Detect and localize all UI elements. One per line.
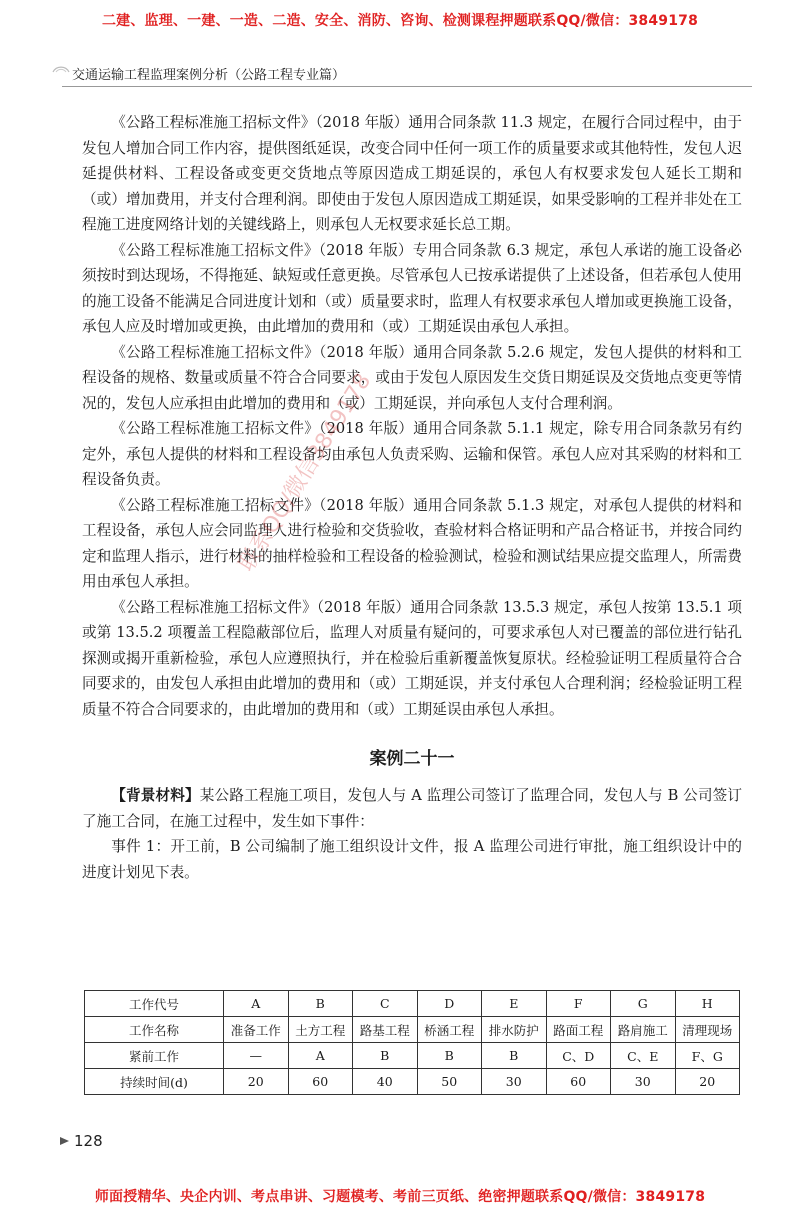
- background-paragraph: [82, 783, 742, 834]
- table-cell: 路基工程: [353, 1017, 418, 1043]
- table-cell: 排水防护: [482, 1017, 547, 1043]
- paragraph-1: 《公路工程标准施工招标文件》（2018 年版）通用合同条款 11.3 规定，在履行合同过程中，由于发包人增加合同工作内容，提供图纸延误，改变合同中任何一项工作的质量要求或其他特性，发包人迟延提供材料、工程设备或变更交货地点等原因造成工期延误的，承包人有权要求发包人延长工期和（或）增加费用，并支付合理利润。即使由于发包人原因造成工期延误，如果受影响的工程并非处在工程施工进度网络计划的关键线路上，则承包人无权要求延长总工期。: [82, 114, 743, 233]
- table-cell: 20: [675, 1069, 740, 1095]
- paragraph-6: 《公路工程标准施工招标文件》（2018 年版）通用合同条款 13.5.3 规定，承包人按第 13.5.1 项或第 13.5.2 项覆盖工程隐蔽部位后，监理人对质量有疑问的，可要求承包人对已覆盖的部位进行钻孔探测或揭开重新检验，承包人应遵照执行，并在检验后重新覆盖恢复原状。经检验证明工程质量符合合同要求的，由发包人承担由此增加的费用和（或）工期延误，并支付承包人合理利润；经检验证明工程质量不符合合同要求的，由此增加的费用和（或）工期延误由承包人承担。: [82, 598, 742, 718]
- table-cell: 路面工程: [546, 1017, 611, 1043]
- top-ad-banner: 二建、监理、一建、一造、二造、安全、消防、咨询、检测课程押题联系QQ/微信：3849178: [101, 13, 699, 29]
- background-text: 某公路工程施工项目，发包人与 A 监理公司签订了监理合同，发包人与 B 公司签订了施工合同，在施工过程中，发生如下事件：: [82, 787, 742, 830]
- table-row: [85, 1069, 740, 1095]
- table-cell: 60: [546, 1069, 611, 1095]
- table-cell: 准备工作: [224, 1017, 289, 1043]
- row-header: 持续时间(d): [85, 1069, 224, 1095]
- header-divider: [62, 86, 752, 87]
- table-cell: C: [353, 991, 418, 1017]
- row-header: 工作名称: [85, 1017, 224, 1043]
- event-1-paragraph: 事件 1：开工前，B 公司编制了施工组织设计文件，报 A 监理公司进行审批，施工组织设计中的进度计划见下表。: [82, 838, 742, 881]
- table-row: [85, 1017, 740, 1043]
- table-cell: F: [546, 991, 611, 1017]
- watermark: 联系QQ/微信3849178: [234, 369, 377, 576]
- table-cell: 40: [353, 1069, 418, 1095]
- table-cell: —: [224, 1043, 289, 1069]
- schedule-table: [84, 990, 740, 1095]
- table-cell: A: [224, 991, 289, 1017]
- paragraph-4: 《公路工程标准施工招标文件》（2018 年版）通用合同条款 5.1.1 规定，除专用合同条款另有约定外，承包人提供的材料和工程设备均由承包人负责采购、运输和保管。承包人应对其采购的材料和工程设备负责。: [82, 420, 742, 488]
- table-cell: B: [288, 991, 353, 1017]
- table-cell: 路肩施工: [611, 1017, 676, 1043]
- table-cell: B: [417, 1043, 482, 1069]
- table-cell: H: [675, 991, 740, 1017]
- table-cell: A: [288, 1043, 353, 1069]
- table-cell: 60: [288, 1069, 353, 1095]
- page-body: [82, 110, 742, 885]
- table-cell: G: [611, 991, 676, 1017]
- table-cell: 桥涵工程: [417, 1017, 482, 1043]
- table-row: [85, 991, 740, 1017]
- page-marker-icon: [58, 1134, 72, 1148]
- running-header: 交通运输工程监理案例分析（公路工程专业篇）: [72, 68, 346, 83]
- table-cell: 30: [482, 1069, 547, 1095]
- paragraph-5: 《公路工程标准施工招标文件》（2018 年版）通用合同条款 5.1.3 规定，对承包人提供的材料和工程设备，承包人应会同监理人进行检验和交货验收，查验材料合格证明和产品合格证书，并按合同约定和监理人指示，进行材料的抽样检验和工程设备的检验测试，检验和测试结果应提交监理人，所需费用由承包人承担。: [82, 496, 742, 590]
- background-tag: 【背景材料】: [111, 787, 200, 804]
- table-cell: C、D: [546, 1043, 611, 1069]
- row-header: 工作代号: [85, 991, 224, 1017]
- bottom-ad-banner: 师面授精华、央企内训、考点串讲、习题模考、考前三页纸、绝密押题联系QQ/微信：3849178: [94, 1189, 706, 1205]
- publisher-logo-icon: [50, 56, 72, 78]
- table-row: [85, 1043, 740, 1069]
- case-title: 案例二十一: [369, 749, 455, 769]
- table-cell: 20: [224, 1069, 289, 1095]
- paragraph-2: 《公路工程标准施工招标文件》（2018 年版）专用合同条款 6.3 规定，承包人承诺的施工设备必须按时到达现场，不得拖延、缺短或任意更换。尽管承包人已按承诺提供了上述设备，但若承包人使用的施工设备不能满足合同进度计划和（或）质量要求时，监理人有权要求承包人增加或更换施工设备，承包人应及时增加或更换，由此增加的费用和（或）工期延误由承包人承担。: [82, 241, 742, 335]
- table-cell: 土方工程: [288, 1017, 353, 1043]
- table-cell: D: [417, 991, 482, 1017]
- table-cell: 30: [611, 1069, 676, 1095]
- table-cell: E: [482, 991, 547, 1017]
- table-cell: B: [353, 1043, 418, 1069]
- table-cell: F、G: [675, 1043, 740, 1069]
- table-cell: B: [482, 1043, 547, 1069]
- table-cell: C、E: [611, 1043, 676, 1069]
- row-header: 紧前工作: [85, 1043, 224, 1069]
- page-number: 128: [74, 1132, 103, 1150]
- paragraph-3: 《公路工程标准施工招标文件》（2018 年版）通用合同条款 5.2.6 规定，发包人提供的材料和工程设备的规格、数量或质量不符合合同要求，或由于发包人原因发生交货日期延误及交货地点变更等情况的，发包人应承担由此增加的费用和（或）工期延误，并向承包人支付合理利润。: [82, 343, 742, 412]
- table-cell: 50: [417, 1069, 482, 1095]
- table-cell: 清理现场: [675, 1017, 740, 1043]
